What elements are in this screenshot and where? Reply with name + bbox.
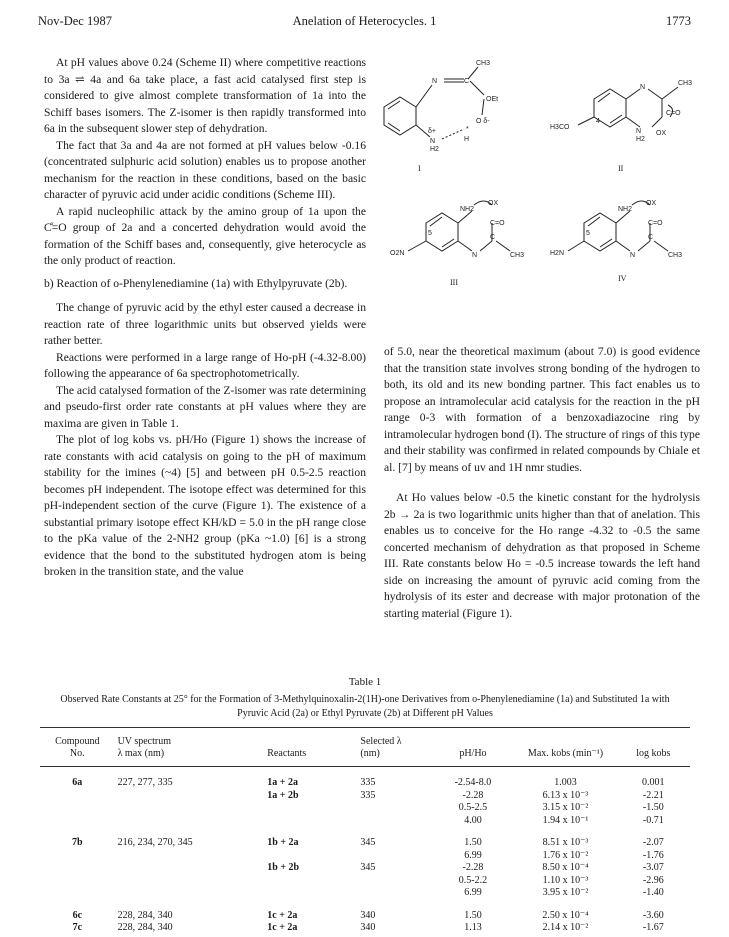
table-cell-lk: -1.40	[642, 887, 664, 898]
table-cell-ph: -2.54-8.0	[454, 777, 492, 788]
table-cell-mx: 8.50 x 10⁻⁴	[542, 862, 589, 873]
table-cell-uv	[115, 815, 265, 828]
structure-2	[578, 87, 678, 127]
table-cell-mx: 2.50 x 10⁻⁴	[542, 909, 589, 921]
atom-label: O δ-	[476, 118, 490, 125]
atom-label: N	[636, 128, 642, 135]
table-cell-sel: 335	[360, 777, 376, 788]
table-cell-re	[264, 815, 357, 828]
table-row	[40, 887, 690, 900]
table-row	[40, 767, 690, 790]
table-cell-lk: 0.001	[642, 777, 665, 788]
column-header: Selected λ	[357, 728, 431, 749]
table-cell-ph: 1.50	[464, 909, 482, 921]
column-header: (nm)	[357, 748, 431, 767]
atom-label: 5	[428, 230, 432, 237]
atom-label: N	[432, 78, 438, 85]
column-header: pH/Ho	[431, 748, 514, 767]
table-row	[40, 850, 690, 863]
table-cell-mx: 2.14 x 10⁻²	[542, 922, 589, 933]
table-cell-lk: -2.07	[642, 837, 664, 848]
table-cell-lk: -1.76	[642, 849, 664, 861]
atom-label: N	[630, 252, 636, 259]
table-cell-lk: -1.67	[642, 922, 664, 933]
atom-label: C	[464, 78, 470, 85]
atom-label: NH2	[618, 206, 633, 213]
atom-label: CH3	[678, 80, 693, 87]
paragraph: The plot of log kobs vs. pH/Ho (Figure 1) shows the increase of rate constants with acid catalysis on going to the pH of maximum stability for the imines (~4) [5] and between pH 0.5-2.5 reaction becomes pH independent. The isotope effect was determined for this pH-independent section of the curve (Figure 1). The existence of a substantial primary isotope effect KH/kD = 5.0 in the pH range close to the pKa value of the 2-NH2 group (pKa ~1.0) [6] is a strong evidence that the bond to the substituted hydrogen atom is being broken in the transition state, and the value	[44, 433, 366, 578]
paragraph: A rapid nucleophilic attack by the amino group of 1a upon the C̊=O group of 2a and a concerted dehydration would avoid the formation of the Schiff bases and, consequently, give heterocycle as the only product of reaction.	[44, 204, 366, 267]
table-row	[40, 922, 690, 935]
table-cell-uv: 228, 284, 340	[117, 909, 173, 921]
atom-label: OX	[656, 130, 667, 137]
table-cell-ph: 0.5-2.2	[458, 874, 488, 886]
atom-label: H2	[430, 146, 439, 153]
column-header: No.	[40, 748, 115, 767]
table-cell-sel	[357, 875, 431, 888]
table-row	[40, 862, 690, 875]
table-cell-no: 6a	[72, 777, 83, 788]
structures-svg	[372, 45, 707, 345]
table-cell-uv	[115, 862, 265, 875]
paragraph: The change of pyruvic acid by the ethyl ester caused a decrease in reaction rate of three logarithmic units but observed yields were rather better.	[44, 301, 366, 347]
table-cell-mx: 8.51 x 10⁻³	[542, 837, 589, 848]
table-cell-ph: 6.99	[464, 887, 482, 898]
column-header	[617, 728, 690, 749]
table-cell-mx: 3.15 x 10⁻²	[542, 802, 589, 813]
table-cell-uv	[115, 887, 265, 900]
table-header-row	[40, 728, 690, 749]
table-row	[40, 815, 690, 828]
atom-label: *	[466, 126, 469, 133]
atom-label: C=O	[490, 220, 505, 227]
column-header: Compound	[40, 728, 115, 749]
structure-label-3: III	[450, 278, 458, 287]
table-cell-ph: 1.50	[464, 837, 482, 848]
atom-label: OX	[646, 200, 657, 207]
column-header: UV spectrum	[115, 728, 265, 749]
atom-label: C=O	[666, 110, 681, 117]
chemical-structures-figure	[372, 45, 707, 345]
table-cell-no	[40, 887, 115, 900]
atom-label: O2N	[390, 250, 405, 257]
paragraph: The fact that 3a and 4a are not formed at pH values below -0.16 (concentrated sulphuric acid solution) enables us to propose another mechanism for the reaction in these conditions, based on the basic character of pyruvic acid under acidic conditions (Scheme III).	[44, 138, 366, 201]
column-header: Max. kobs (min⁻¹)	[514, 748, 616, 767]
table-cell-no: 7b	[72, 837, 83, 848]
atom-label: NH2	[460, 206, 475, 213]
table-row	[40, 900, 690, 923]
atom-label: N	[472, 252, 478, 259]
table-title: Table 1	[348, 676, 382, 688]
running-header	[38, 14, 691, 32]
table-cell-re	[264, 802, 357, 815]
paragraph: of 5.0, near the theoretical maximum (about 7.0) is good evidence that the transition state involves strong bonding of the hydrogen to both, its old and its new bonding partner. This fact enables us to propose an intramolecular acid catalysis for the reaction in the pH range 0-3 with formation of a benzoxadiazocine ring by intramolecular hydrogen bond (I). The structure of rings of this type and their stability was confirmed in related compounds by Chiale et al. [7] by means of uv and 1H nmr studies.	[384, 345, 700, 474]
table-cell-no	[40, 862, 115, 875]
table-cell-ph: 6.99	[464, 849, 482, 861]
atom-label: N	[430, 138, 436, 145]
left-column	[44, 55, 366, 581]
table-cell-re	[264, 850, 357, 863]
atom-label: OX	[488, 200, 499, 207]
page-number: 1773	[666, 14, 691, 28]
column-header: log kobs	[617, 748, 690, 767]
paragraph: The acid catalysed formation of the Z-isomer was rate determining and pseudo-first order rate constants at pH values where they are maxima are given in Table 1.	[44, 383, 367, 430]
paragraph: Reactions were performed in a large range of Ho-pH (-4.32-8.00) following the appearance of 6a spectrophotometrically.	[44, 350, 366, 380]
column-header: Reactants	[264, 748, 357, 767]
table-cell-lk: -0.71	[642, 814, 664, 826]
column-header: λ max (nm)	[115, 748, 265, 767]
atom-label: CH3	[510, 252, 525, 259]
atom-label: H2	[636, 136, 645, 143]
table-cell-no	[40, 850, 115, 863]
table-cell-mx: 1.10 x 10⁻³	[542, 874, 589, 886]
table-cell-no	[40, 875, 115, 888]
table-cell-re: 1b + 2b	[267, 862, 300, 873]
column-header	[514, 728, 616, 749]
table-header-row	[40, 748, 690, 767]
table-row	[40, 827, 690, 850]
table-cell-no: 7c	[72, 922, 83, 933]
section-heading: b) Reaction of o-Phenylenediamine (1a) with Ethylpyruvate (2b).	[44, 276, 348, 290]
header-date: Nov-Dec 1987	[38, 14, 112, 28]
atom-label: N	[640, 84, 646, 91]
table-cell-ph: -2.28	[462, 789, 484, 801]
atom-label: 5	[586, 230, 590, 237]
table-cell-re	[264, 875, 357, 888]
table-1	[40, 676, 690, 935]
table-cell-sel	[357, 815, 431, 828]
table-cell-re: 1a + 2a	[267, 777, 298, 788]
table-row	[40, 875, 690, 888]
atom-label: OEt	[486, 96, 499, 103]
table-cell-re: 1a + 2b	[267, 789, 299, 801]
table-cell-re	[264, 887, 357, 900]
table-cell-re: 1b + 2a	[267, 837, 299, 848]
table-cell-uv	[115, 850, 265, 863]
table-cell-mx: 1.94 x 10⁻¹	[542, 814, 589, 826]
atom-label: C	[648, 234, 654, 241]
table-cell-lk: -2.21	[642, 789, 664, 801]
table-cell-uv	[115, 790, 265, 803]
table-cell-uv	[115, 802, 265, 815]
table-cell-mx: 1.003	[554, 777, 577, 788]
table-cell-ph: -2.28	[462, 862, 484, 873]
table-cell-sel: 340	[360, 909, 376, 921]
table-cell-no: 6c	[72, 909, 83, 921]
table-cell-ph: 4.00	[464, 814, 482, 826]
table-cell-no	[40, 790, 115, 803]
atom-label: δ+	[428, 128, 436, 135]
table-cell-sel: 340	[360, 922, 376, 933]
atom-label: CH3	[476, 60, 491, 67]
table-body	[40, 767, 690, 935]
table-cell-no	[40, 802, 115, 815]
atom-label: C=O	[648, 220, 663, 227]
atom-label: CH3	[668, 252, 683, 259]
table-cell-no	[40, 815, 115, 828]
atom-label: H3CO	[550, 124, 570, 131]
paragraph: At Ho values below -0.5 the kinetic constant for the hydrolysis 2b → 2a is two logarithmic units higher than that of anelation. This enables us to conceive for the Ho range -4.32 to -0.5 the same concerted mechanism of dehydration as that proposed in Scheme III. Rate constants below Ho = -0.5 increase towards the left hand side on increasing the amount of pyruvic acid coming from the hydrolysis of its ester and decrease with major protonation of the starting material (Figure 1).	[384, 491, 700, 620]
table-cell-ph: 0.5-2.5	[458, 802, 488, 813]
table-caption: Observed Rate Constants at 25° for the Formation of 3-Methylquinoxalin-2(1H)-one Derivatives from o-Phenylenediamine (1a) and Substituted 1a with Pyruvic Acid (2a) or Ethyl Pyruvate (2b) at Different pH Values	[60, 694, 670, 719]
structure-label-2: II	[618, 164, 624, 173]
column-header	[264, 728, 357, 749]
table-row	[40, 802, 690, 815]
table-cell-re: 1c + 2a	[267, 922, 298, 933]
structure-label-1: I	[418, 164, 421, 173]
table-cell-sel: 345	[360, 862, 376, 873]
table-cell-ph: 1.13	[464, 922, 482, 933]
atom-label: 4	[596, 118, 600, 125]
table-cell-lk: -3.07	[642, 862, 664, 873]
table-cell-sel	[357, 802, 431, 815]
header-title: Anelation of Heterocycles. 1	[292, 14, 437, 28]
atom-label: H2N	[550, 250, 565, 257]
atom-label: H	[464, 136, 470, 143]
table-cell-sel	[357, 887, 431, 900]
table-cell-sel: 345	[360, 837, 376, 848]
structure-label-4: IV	[618, 274, 627, 283]
paragraph: At pH values above 0.24 (Scheme II) where competitive reactions to 3a ⇌ 4a and 6a take place, a fast acid catalysed first step is considered to give almost complete transformation of 1a into the Schiff bases isomers. The Z-isomer is then rapidly transformed into 6a in the subsequent slower step of dehydration.	[44, 56, 366, 135]
table-cell-uv: 216, 234, 270, 345	[117, 837, 193, 848]
table-row	[40, 790, 690, 803]
column-header	[431, 728, 514, 749]
table-cell-mx: 3.95 x 10⁻²	[542, 887, 589, 898]
table-cell-re: 1c + 2a	[267, 909, 298, 921]
table-cell-uv	[115, 875, 265, 888]
rate-constants-table	[40, 727, 690, 935]
table-cell-uv: 228, 284, 340	[117, 922, 173, 933]
table-cell-mx: 6.13 x 10⁻³	[542, 789, 589, 801]
table-cell-mx: 1.76 x 10⁻²	[542, 849, 589, 861]
table-cell-lk: -1.50	[642, 802, 664, 813]
table-cell-sel	[357, 850, 431, 863]
table-cell-lk: -3.60	[642, 909, 664, 921]
right-column	[384, 344, 700, 622]
atom-label: C	[490, 234, 496, 241]
table-cell-lk: -2.96	[642, 874, 664, 886]
table-cell-sel: 335	[360, 789, 376, 801]
table-cell-uv: 227, 277, 335	[117, 777, 173, 788]
